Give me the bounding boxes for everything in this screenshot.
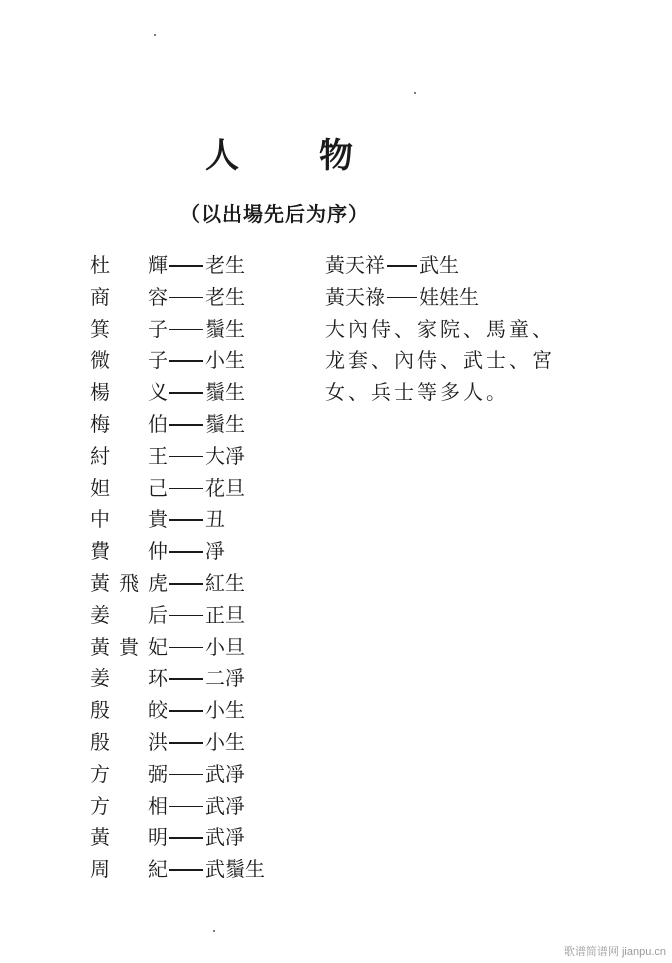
role-type: 小旦	[205, 634, 245, 659]
dash-separator	[169, 424, 203, 426]
print-speck	[414, 92, 416, 94]
title-char-1: 人	[205, 136, 241, 176]
role-type: 二凈	[205, 666, 245, 691]
character-name: 殷 洪	[90, 729, 168, 754]
role-type: 大凈	[205, 443, 245, 468]
watermark: 歌谱简谱网 jianpu.cn	[563, 946, 666, 958]
role-entry	[90, 473, 265, 505]
character-name: 方 相	[90, 793, 168, 818]
dash-separator	[169, 583, 203, 585]
role-entry	[90, 695, 265, 727]
role-type: 武凈	[205, 793, 245, 818]
role-type: 正旦	[205, 602, 245, 627]
role-type: 老生	[205, 284, 245, 309]
dash-separator	[169, 647, 203, 649]
role-type: 花旦	[205, 475, 245, 500]
character-name: 姜 环	[90, 666, 168, 691]
character-name: 楊 义	[90, 380, 168, 405]
character-name: 中 貴	[90, 507, 168, 532]
character-name: 黃天祥	[325, 253, 385, 277]
character-name: 黃天祿	[325, 284, 385, 309]
role-entry	[90, 250, 265, 282]
role-entry	[90, 727, 265, 759]
role-entry	[90, 314, 265, 346]
character-name: 梅 伯	[90, 411, 168, 436]
character-name: 杜 輝	[90, 253, 168, 277]
role-type: 武凈	[205, 761, 245, 786]
role-type: 小生	[205, 698, 245, 723]
character-name: 殷 皎	[90, 698, 168, 723]
extras-note: 大內侍、家院、馬童、龙套、內侍、武士、宮女、兵士等多人。	[325, 316, 555, 405]
role-entry	[90, 822, 265, 854]
role-type: 小生	[205, 729, 245, 754]
role-entry	[90, 663, 265, 695]
print-speck	[213, 930, 215, 932]
right-role-rows	[325, 250, 565, 314]
role-entry	[90, 600, 265, 632]
role-type: 鬚生	[205, 411, 245, 436]
dash-separator	[169, 774, 203, 776]
dash-separator	[169, 742, 203, 744]
role-type: 鬚生	[205, 316, 245, 341]
role-entry	[90, 568, 265, 600]
role-entry	[90, 759, 265, 791]
character-name: 微 子	[90, 348, 168, 373]
character-name: 方 弼	[90, 761, 168, 786]
role-entry	[90, 791, 265, 823]
role-entry	[90, 854, 265, 886]
character-name: 黃 明	[90, 825, 168, 850]
role-type: 武生	[419, 253, 459, 277]
role-entry	[90, 536, 265, 568]
dash-separator	[169, 837, 203, 839]
title-char-2: 物	[319, 136, 355, 176]
print-speck	[154, 34, 156, 36]
dash-separator	[169, 710, 203, 712]
dash-separator	[169, 329, 203, 331]
dash-separator	[169, 456, 203, 458]
dash-separator	[387, 265, 417, 267]
dash-separator	[169, 297, 203, 299]
role-entry	[325, 250, 565, 282]
character-name: 商 容	[90, 284, 168, 309]
role-type: 武凈	[205, 825, 245, 850]
dash-separator	[169, 678, 203, 680]
role-type: 凈	[205, 539, 225, 564]
character-name: 費 仲	[90, 539, 168, 564]
role-entry	[90, 441, 265, 473]
dash-separator	[169, 806, 203, 808]
role-entry	[90, 632, 265, 664]
dash-separator	[169, 551, 203, 553]
role-type: 小生	[205, 348, 245, 373]
role-type: 武鬚生	[205, 857, 265, 882]
role-type: 鬚生	[205, 380, 245, 405]
character-name: 箕 子	[90, 316, 168, 341]
role-entry	[90, 282, 265, 314]
dash-separator	[169, 488, 203, 490]
role-type: 娃娃生	[419, 284, 479, 309]
role-entry	[90, 504, 265, 536]
dash-separator	[169, 265, 203, 267]
role-type: 丑	[205, 507, 225, 532]
page-subtitle: （以出場先后为序）	[180, 202, 369, 226]
dash-separator	[169, 392, 203, 394]
dash-separator	[169, 519, 203, 521]
role-list-left	[90, 250, 265, 886]
character-name: 黃飛虎	[90, 570, 168, 595]
role-type: 老生	[205, 253, 245, 277]
role-type: 紅生	[205, 570, 245, 595]
dash-separator	[169, 360, 203, 362]
character-name: 黃貴妃	[90, 634, 168, 659]
dash-separator	[169, 869, 203, 871]
role-entry	[325, 282, 565, 314]
character-name: 紂 王	[90, 443, 168, 468]
role-entry	[90, 377, 265, 409]
role-list-right	[325, 250, 565, 409]
role-entry	[90, 345, 265, 377]
page-title	[205, 128, 355, 177]
dash-separator	[169, 615, 203, 617]
character-name: 姜 后	[90, 602, 168, 627]
dash-separator	[387, 297, 417, 299]
role-entry	[90, 409, 265, 441]
character-name: 周 紀	[90, 857, 168, 882]
character-name: 妲 己	[90, 475, 168, 500]
